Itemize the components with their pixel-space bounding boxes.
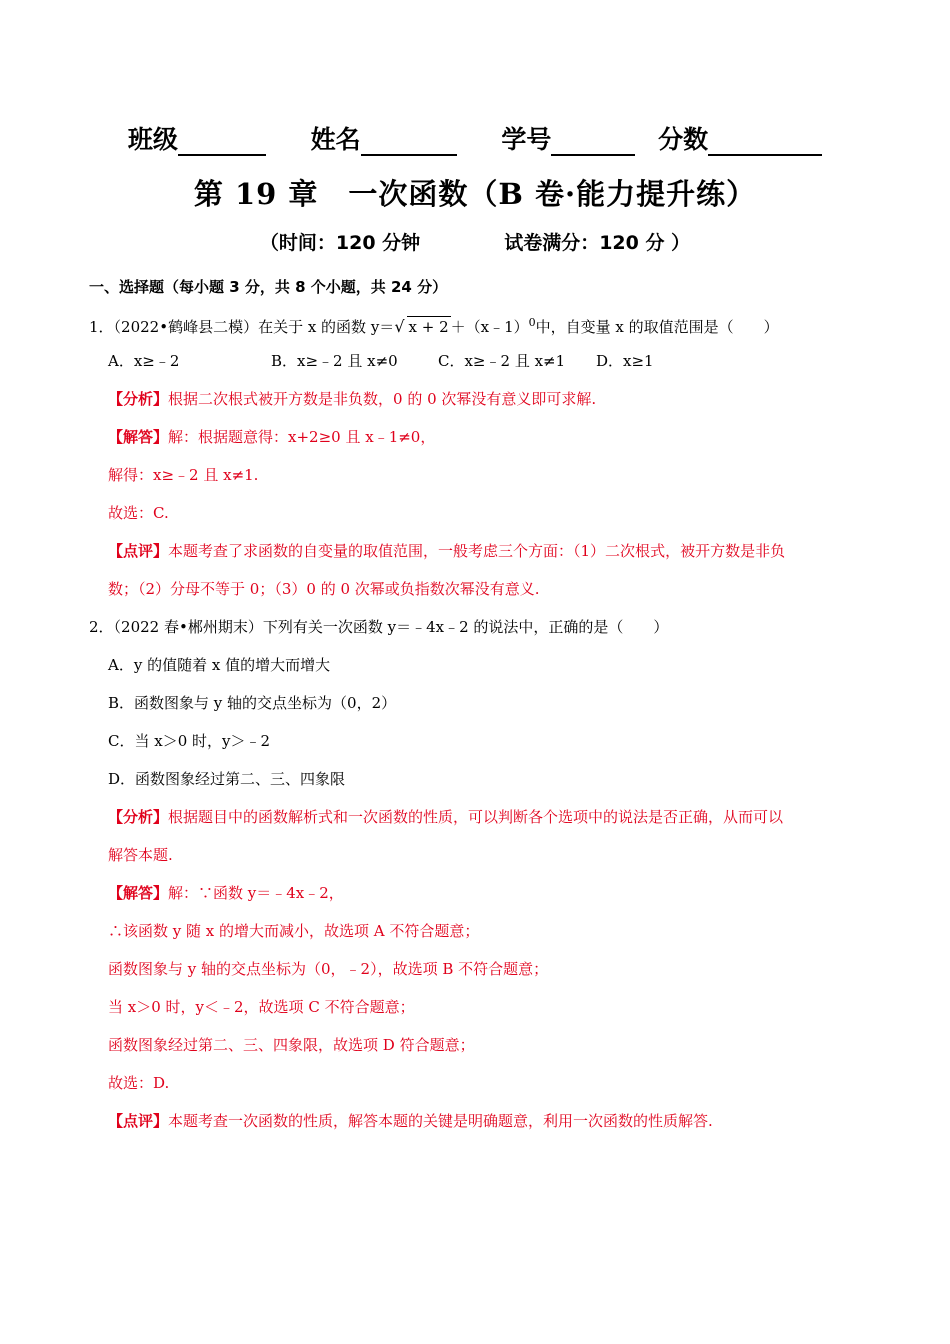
q2-option-b: B．函数图象与 y 轴的交点坐标为（0，2） xyxy=(108,694,397,712)
exam-full-score: 试卷满分：120 分 ） xyxy=(504,232,691,254)
comment-tag: 【点评】 xyxy=(108,1112,169,1130)
q1-answer-text: 解：根据题意得：x+2≥0 且 x﹣1≠0， xyxy=(168,428,436,446)
q2-answer-line: ∴该函数 y 随 x 的增大而减小，故选项 A 不符合题意； xyxy=(108,922,480,940)
id-label: 学号 xyxy=(501,125,552,154)
q2-answer-line: 函数图象经过第二、三、四象限，故选项 D 符合题意； xyxy=(108,1036,475,1054)
class-blank xyxy=(178,128,266,156)
q2-analysis-line-2: 解答本题. xyxy=(108,846,173,864)
answer-tag: 【解答】 xyxy=(108,884,169,902)
q1-stem-text-b: ＋（x﹣1） xyxy=(450,318,529,336)
q1-option-a: A．x≥﹣2 xyxy=(108,352,180,370)
q2-comment xyxy=(108,1111,713,1131)
q2-option-a: A．y 的值随着 x 值的增大而增大 xyxy=(108,656,331,674)
q2-option-d: D．函数图象经过第二、三、四象限 xyxy=(108,770,346,788)
q1-analysis-text: 根据二次根式被开方数是非负数，0 的 0 次幂没有意义即可求解. xyxy=(168,390,597,408)
q2-option-c: C．当 x＞0 时，y＞﹣2 xyxy=(108,732,271,750)
q2-analysis xyxy=(108,807,783,827)
q2-stem: 2．（2022 春•郴州期末）下列有关一次函数 y＝﹣4x﹣2 的说法中，正确的是（ ） xyxy=(89,618,669,636)
q2-answer-line: 当 x＞0 时，y＜﹣2，故选项 C 不符合题意； xyxy=(108,998,415,1016)
name-label: 姓名 xyxy=(310,125,361,154)
q1-choice: 故选：C. xyxy=(108,504,169,522)
score-label: 分数 xyxy=(658,125,709,154)
q1-option-b: B．x≥﹣2 且 x≠0 xyxy=(271,352,398,370)
q1-comment-line-2: 数；（2）分母不等于 0；（3）0 的 0 次幂或负指数次幂没有意义. xyxy=(108,580,540,598)
q2-analysis-text: 根据题目中的函数解析式和一次函数的性质，可以判断各个选项中的说法是否正确，从而可以 xyxy=(168,808,784,826)
analysis-tag: 【分析】 xyxy=(108,390,169,408)
q1-stem xyxy=(89,313,779,337)
score-blank xyxy=(708,128,822,156)
page-title: 第 19 章 一次函数（B 卷·能力提升练） xyxy=(193,177,757,211)
q1-analysis xyxy=(108,389,596,409)
q1-comment-text: 本题考查了求函数的自变量的取值范围，一般考虑三个方面：（1）二次根式，被开方数是非负 xyxy=(168,542,786,560)
id-blank xyxy=(551,128,635,156)
sqrt-icon: √ xyxy=(394,317,405,336)
q2-answer-text: 解：∵函数 y＝﹣4x﹣2， xyxy=(168,884,344,902)
q1-stem-text: 1．（2022•鹤峰县二模）在关于 x 的函数 y＝ xyxy=(89,318,395,336)
q2-comment-text: 本题考查一次函数的性质，解答本题的关键是明确题意，利用一次函数的性质解答. xyxy=(168,1112,713,1130)
q1-stem-text-c: 中，自变量 x 的取值范围是（ ） xyxy=(535,318,779,336)
answer-tag: 【解答】 xyxy=(108,428,169,446)
q1-option-d: D．x≥1 xyxy=(596,352,654,370)
exam-time: （时间：120 分钟 xyxy=(259,232,421,254)
exam-subtitle xyxy=(0,228,950,255)
q1-exponent: 0 xyxy=(528,316,536,329)
name-blank xyxy=(361,128,457,156)
analysis-tag: 【分析】 xyxy=(108,808,169,826)
q1-sqrt-expression: x + 2 xyxy=(408,318,449,336)
q1-answer xyxy=(108,427,435,447)
comment-tag: 【点评】 xyxy=(108,542,169,560)
student-info-header xyxy=(0,120,950,156)
q1-answer-line-2: 解得：x≥﹣2 且 x≠1. xyxy=(108,466,259,484)
section-heading: 一、选择题（每小题 3 分，共 8 个小题，共 24 分） xyxy=(89,278,448,296)
q2-answer xyxy=(108,883,344,903)
q1-option-c: C．x≥﹣2 且 x≠1 xyxy=(438,352,566,370)
class-label: 班级 xyxy=(127,125,178,154)
q2-choice: 故选：D. xyxy=(108,1074,170,1092)
q2-answer-line: 函数图象与 y 轴的交点坐标为（0，﹣2），故选项 B 不符合题意； xyxy=(108,960,549,978)
q1-comment xyxy=(108,541,785,561)
